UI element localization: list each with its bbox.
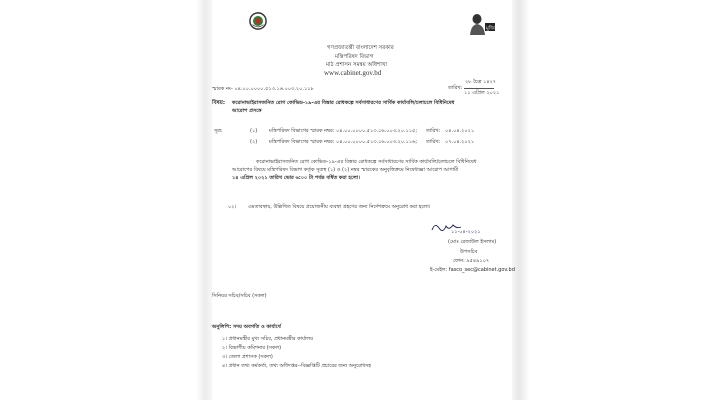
reference-2-num: (২) [250,139,258,145]
date-divider [464,88,494,89]
memo-date-english: ১১ এপ্রিল ২০২১ [464,90,500,96]
body-line-3: ১৪ এপ্রিল ২০২১ তারিখ ভোর ৬:০০ টা পর্যন্ত বর্ধিত করা হলো। [232,175,360,181]
recipient: সিনিয়র সচিব/সচিব (সকল) [212,293,267,299]
page-shadow-right [512,0,530,400]
body-line-2: আরোপের বিষয়ে মন্ত্রিপরিষদ বিভাগ কর্তৃক সূত্রস্থ (১) ও (২) নম্বর স্মারকের অনুবৃত্তিক্রমে নিষেধাজ্ঞা আরোপ আগামী [232,167,459,173]
reference-1-text: মন্ত্রিপরিষদ বিভাগের স্মারক নম্বর: ০৪.০০.০০০০.৫১৩.১৬.০০৩.২০.১১৫; [269,128,418,134]
reference-2-date: ০৭.০৪.২০২১ [445,139,475,145]
copy-item-3: ৩। জেলা প্রশাসক (সকল) [222,354,273,360]
reference-1-date: ০৪.০৪.২০২১ [445,128,475,134]
copy-item-4: ৪। প্রধান তথ্য কর্মকর্তা, তথ্য অধিদপ্তর--বিজ্ঞপ্তিটি প্রচারের জন্য অনুরোধসহ [222,363,372,369]
signatory-name: (মোঃ রেজাউল ইসলাম) [448,239,497,245]
paragraph-2-number: ০২। [228,204,237,210]
mujib-portrait-icon [467,11,497,37]
document-page [212,0,515,400]
memo-date-bangla: ২৮ চৈত্র ১৪২৭ [465,79,497,85]
signatory-email[interactable]: ই-মেইল: fasco_sec@cabinet.gov.bd [430,267,515,273]
signatory-designation: উপসচিব [460,249,478,255]
reference-2-date-label: তারিখ: [426,139,441,145]
government-seal-icon [249,12,267,30]
copy-item-1: ১। প্রধানমন্ত্রীর মুখ্য সচিব, প্রধানমন্ত্রীর কার্যালয় [222,336,314,342]
header-division: মন্ত্রিপরিষদ বিভাগ [335,54,374,60]
subject-label: বিষয়: [212,100,226,106]
body-line-1: করোনাভাইরাসজনিত রোগ কোভিড-১৯-এর বিস্তার রোধকল্পে সর্বসাধারণের সার্বিক কার্যাবলি/চলাচলে বিধিনিষেধ [256,159,477,165]
signatory-phone: ফোন: ৯৫৪৯১০৭ [453,258,490,264]
reference-label: সূত্র: [214,128,223,134]
reference-1-num: (১) [250,128,258,134]
reference-1-date-label: তারিখ: [426,128,441,134]
paragraph-2-text: এমতাবস্থায়, উল্লিখিত বিষয়ে প্রয়োজনীয় ব্যবস্থা গ্রহণের জন্য নির্দেশক্রমে অনুরোধ করা হলো। [248,204,431,210]
signature-handwritten-date: ১১-০৪-২০২১ [451,229,481,235]
copy-item-2: ২। বিভাগীয় কমিশনার (সকল) [222,345,282,351]
reference-2-text: মন্ত্রিপরিষদ বিভাগের স্মারক নম্বর: ০৪.০০.০০০০.৫১৩.১৬.০০৩.২০.১১৬; [269,139,418,145]
copies-title: অনুলিপি: সদয় অবগতি ও কার্যার্থে [212,324,281,330]
header-government: গণপ্রজাতন্ত্রী বাংলাদেশ সরকার [327,45,394,51]
memo-date-label: তারিখ: [448,85,463,91]
memo-number: স্মারক নং- ০৪.০০.০০০০.৫১৩.১৬.০০৩.২০.১১৮ [212,86,314,92]
page-shadow-left [0,0,212,400]
header-wing: মাঠ প্রশাসন সমন্বয় অধিশাখা [326,62,388,68]
subject-line-1: করোনাভাইরাসজনিত রোগ কোভিড-১৯-এর বিস্তার রোধকল্পে সর্বসাধারণের সার্বিক কার্যাবলি/চলাচলে বিধিনিষেধ [232,100,455,106]
header-website[interactable]: www.cabinet.gov.bd [324,69,382,77]
svg-text:মুজিব: মুজিব [486,25,497,32]
subject-line-2: আরোপ প্রসঙ্গে [232,108,262,114]
